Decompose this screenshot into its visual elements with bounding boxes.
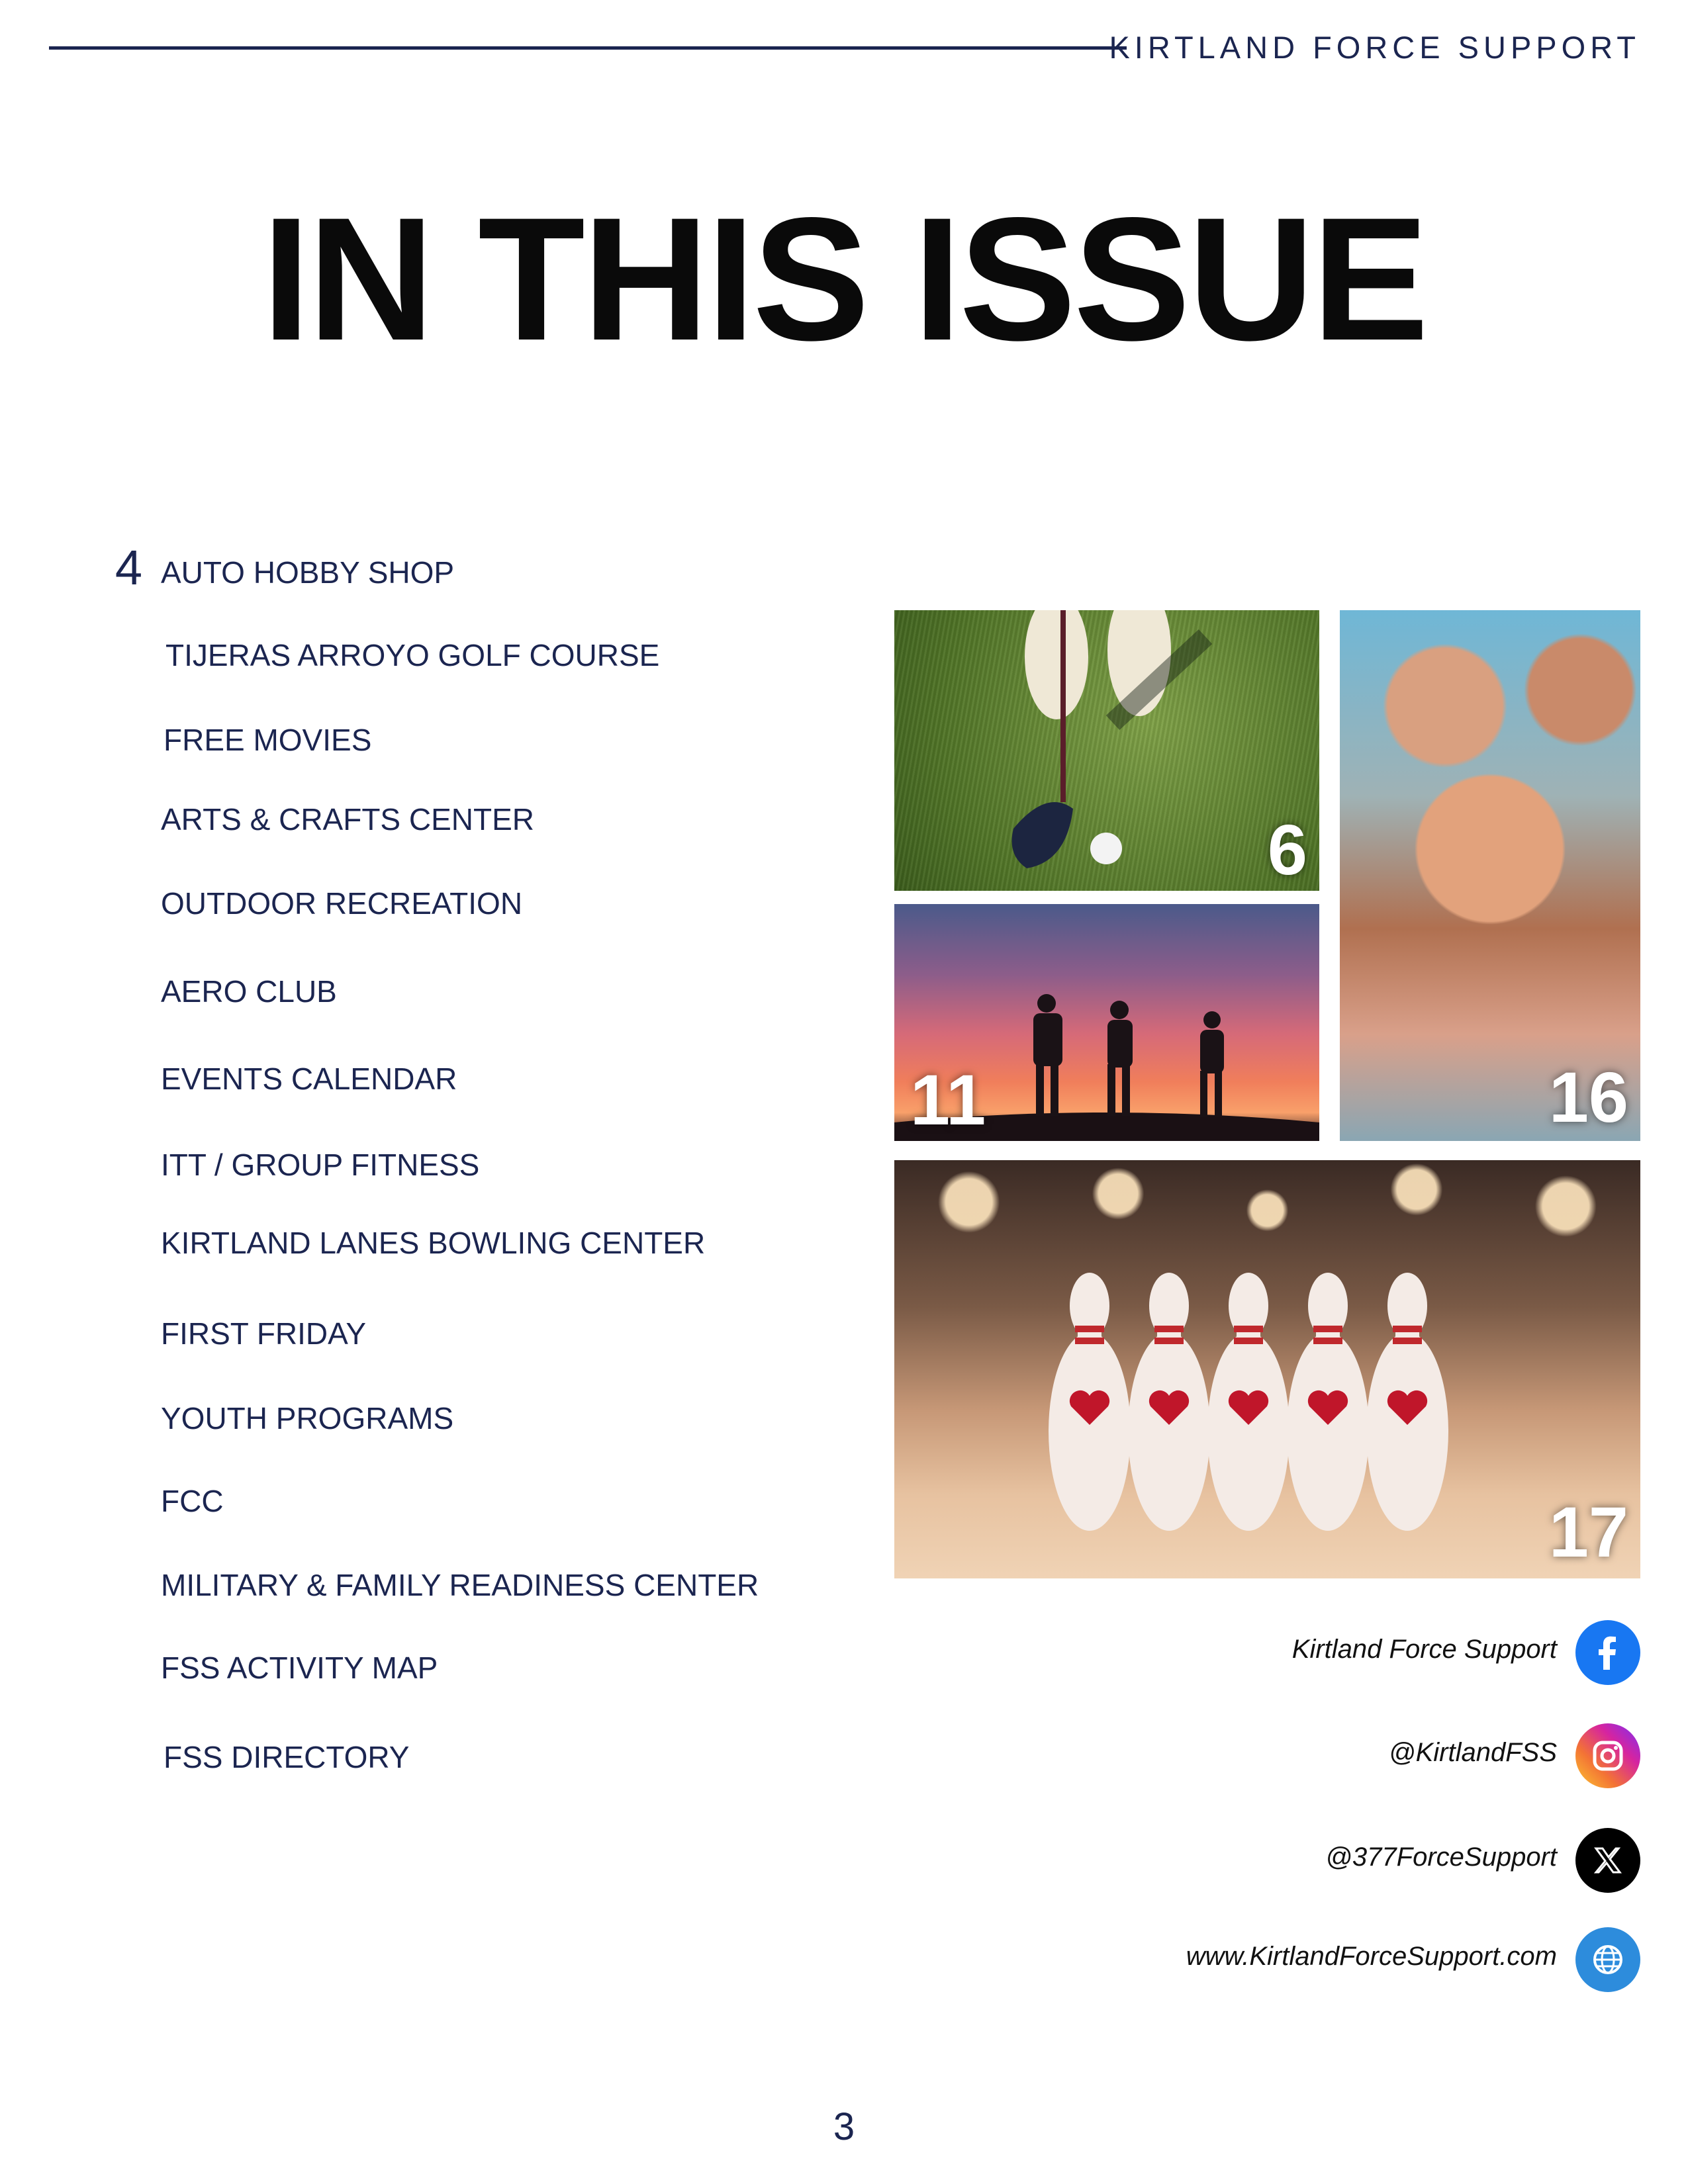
toc-label: FREE MOVIES <box>164 723 372 757</box>
globe-icon[interactable] <box>1575 1927 1640 1992</box>
golf-illustration <box>894 610 1319 891</box>
toc-label: FSS DIRECTORY <box>164 1740 410 1774</box>
social-instagram[interactable] <box>978 1723 1640 1790</box>
bowling-photo <box>894 1160 1640 1578</box>
toc-label: MILITARY & FAMILY READINESS CENTER <box>161 1568 759 1602</box>
toc-page-number: 4 <box>115 540 142 595</box>
toc-label: ITT / GROUP FITNESS <box>161 1148 480 1182</box>
photo-page-number: 17 <box>1548 1492 1628 1572</box>
social-facebook[interactable] <box>978 1620 1640 1686</box>
page-title: IN THIS ISSUE <box>261 181 1427 377</box>
instagram-icon[interactable] <box>1575 1723 1640 1788</box>
facebook-icon[interactable] <box>1575 1620 1640 1685</box>
toc-label: FIRST FRIDAY <box>161 1316 367 1351</box>
social-x[interactable] <box>978 1828 1640 1894</box>
x-icon[interactable] <box>1575 1828 1640 1893</box>
header-brand: KIRTLAND FORCE SUPPORT <box>1109 30 1640 65</box>
toc-label: OUTDOOR RECREATION <box>161 886 523 921</box>
golf-photo <box>894 610 1319 891</box>
photo-page-number: 16 <box>1548 1057 1628 1137</box>
social-label: www.KirtlandForceSupport.com <box>1186 1942 1557 1971</box>
toc-label: FSS ACTIVITY MAP <box>161 1651 438 1685</box>
photo-page-number: 6 <box>1267 809 1307 889</box>
toc-label: ARTS & CRAFTS CENTER <box>161 802 534 837</box>
toc-label: TIJERAS ARROYO GOLF COURSE <box>165 638 660 672</box>
toc-label: AERO CLUB <box>161 974 337 1009</box>
page-number: 3 <box>833 2105 855 2148</box>
toc-label: EVENTS CALENDAR <box>161 1062 457 1096</box>
social-label: @377ForceSupport <box>1325 1843 1557 1872</box>
social-website[interactable] <box>978 1927 1640 1993</box>
hiking-photo <box>894 904 1319 1141</box>
header-rule <box>49 46 1127 50</box>
social-label: Kirtland Force Support <box>1291 1635 1557 1664</box>
bowling-pins-illustration <box>894 1160 1640 1578</box>
toc-label: YOUTH PROGRAMS <box>161 1401 454 1435</box>
kids-photo <box>1340 610 1640 1141</box>
toc-label: AUTO HOBBY SHOP <box>161 555 455 590</box>
toc-label: FCC <box>161 1484 224 1518</box>
photo-page-number: 11 <box>910 1060 986 1140</box>
toc-label: KIRTLAND LANES BOWLING CENTER <box>161 1226 706 1260</box>
social-label: @KirtlandFSS <box>1388 1738 1557 1767</box>
